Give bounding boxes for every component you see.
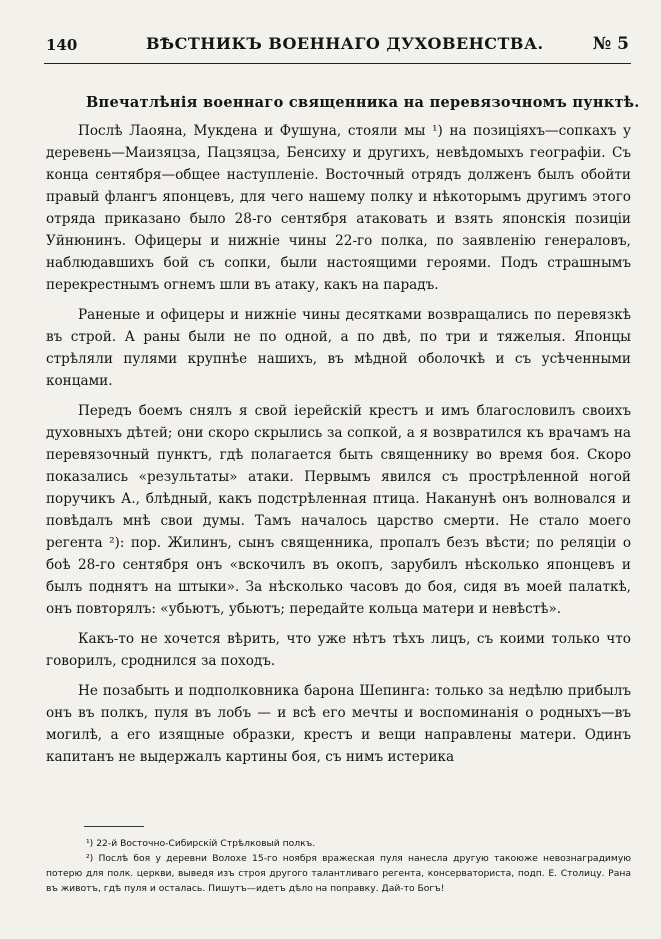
page-header xyxy=(46,30,629,56)
footnote-1: ¹) 22-й Восточно-Сибирскій Стрѣлковый полкъ. xyxy=(86,838,316,849)
footnote-rule xyxy=(84,826,144,827)
article-heading: Впечатлѣнія военнаго священника на перевязочномъ пунктѣ. xyxy=(86,94,640,111)
paragraph-1: Послѣ Лаояна, Мукдена и Фушуна, стояли мы ¹) на позиціяхъ—сопкахъ у деревень—Маизяцза, Пацзяцза, Бенсиху и другихъ, невѣдомыхъ географіи. Съ конца сентября—общее наступленіе. Восточный отрядъ долженъ былъ обойти правый флангъ японцевъ, для чего нашему полку и нѣкоторымъ другимъ этого отряда приказано было 28-го сентября атаковать и взять японскія позиціи Уйнюнинъ. Офицеры и нижніе чины 22-го полка, по заявленію генераловъ, наблюдавшихъ бой съ сопки, были настоящими героями. Подъ страшнымъ перекрестнымъ огнемъ шли въ атаку, какъ на парадъ. xyxy=(46,123,631,293)
paragraph-5: Не позабыть и подполковника барона Шепинга: только за недѣлю прибылъ онъ въ полкъ, пуля въ лобъ — и всѣ его мечты и воспоминанія о родныхъ—въ могилѣ, а его изящные образки, крестъ и вещи направлены матери. Одинъ капитанъ не выдержалъ картины боя, съ нимъ истерика xyxy=(46,683,631,765)
page-number: 140 xyxy=(46,36,78,54)
paragraph-4: Какъ-то не хочется вѣрить, что уже нѣтъ тѣхъ лицъ, съ коими только что говорилъ, сроднился за походъ. xyxy=(46,631,631,669)
paragraph-3: Передъ боемъ снялъ я свой іерейскій крестъ и имъ благословилъ своихъ духовныхъ дѣтей; они скоро скрылись за сопкой, а я возвратился къ врачамъ на перевязочный пунктъ, гдѣ полагается быть священнику во время боя. Скоро показались «результаты» атаки. Первымъ явился съ прострѣленной ногой поручикъ А., блѣдный, какъ подстрѣленная птица. Наканунѣ онъ волновался и повѣдалъ мнѣ свои думы. Тамъ началось царство смерти. Не стало моего регента ²): пор. Жилинъ, сынъ священника, пропалъ безъ вѣсти; по реляціи о боѣ 28-го сентября онъ «вскочилъ въ окопъ, зарубилъ нѣсколько японцевъ и былъ поднятъ на штыки». За нѣсколько часовъ до боя, сидя въ моей палаткѣ, онъ повторялъ: «убьютъ, убьютъ; передайте кольца матери и невѣстѣ». xyxy=(46,403,631,617)
article-body xyxy=(46,120,631,776)
paragraph-2: Раненые и офицеры и нижніе чины десятками возвращались по перевязкѣ въ строй. А раны были не по одной, а по двѣ, по три и тяжелыя. Японцы стрѣляли пулями крупнѣе нашихъ, въ мѣдной оболочкѣ и съ усѣченными концами. xyxy=(46,307,631,389)
header-rule xyxy=(44,63,631,64)
footnotes xyxy=(46,836,631,896)
issue-number: № 5 xyxy=(592,34,629,54)
footnote-2: ²) Послѣ боя у деревни Волохе 15-го ноября вражеская пуля нанесла другую такоюже невознаградимую потерю для полк. церкви, выведя изъ строя другого талантливаго регента, консерваториста, подп. Е. Столицу. Рана въ животъ, гдѣ пуля и осталась. Пишутъ—идетъ дѣло на поправку. Дай-то Богъ! xyxy=(46,853,631,894)
journal-title: ВѢСТНИКЪ ВОЕННАГО ДУХОВЕНСТВА. xyxy=(146,34,544,53)
